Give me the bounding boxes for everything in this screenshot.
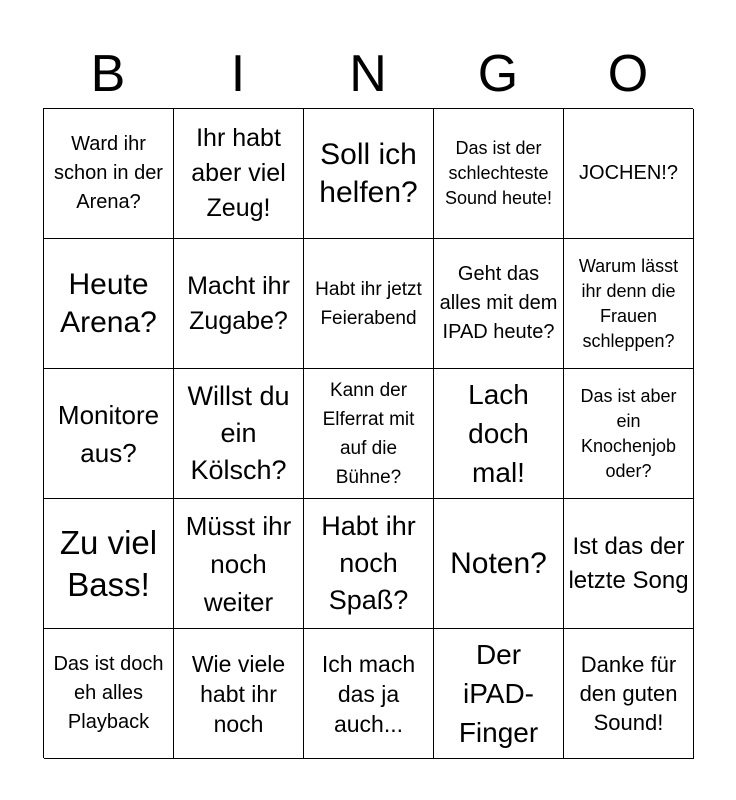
bingo-cell-r4-c4[interactable] <box>434 499 564 629</box>
bingo-cell-r2-c5[interactable] <box>564 239 694 369</box>
cell-text: Der iPAD-Finger <box>458 639 539 748</box>
header-letter-b: B <box>90 45 126 103</box>
bingo-cell-r2-c4[interactable] <box>434 239 564 369</box>
bingo-cell-r5-c5[interactable] <box>564 629 694 759</box>
cell-text: Noten? <box>450 546 547 580</box>
bingo-cell-r4-c3[interactable] <box>304 499 434 629</box>
bingo-cell-r2-c2[interactable] <box>174 239 304 369</box>
cell-text: Das ist aber ein Knochenjob oder? <box>580 385 677 481</box>
header-letter-i: I <box>230 45 246 103</box>
cell-text: Geht das alles mit dem IPAD heute? <box>439 263 558 343</box>
cell-text: Ist das der letzte Song <box>568 532 689 594</box>
bingo-header <box>43 42 693 106</box>
cell-text: Müsst ihr noch weiter <box>185 510 292 617</box>
cell-text: Ihr habt aber viel Zeug! <box>191 124 286 222</box>
cell-text: Habt ihr jetzt Feierabend <box>315 278 422 329</box>
bingo-cell-r4-c1[interactable] <box>44 499 174 629</box>
bingo-cell-r3-c1[interactable] <box>44 369 174 499</box>
cell-text: Das ist doch eh alles Playback <box>53 653 164 733</box>
cell-text: Heute Arena? <box>60 267 157 339</box>
bingo-cell-r4-c2[interactable] <box>174 499 304 629</box>
cell-text: Ich mach das ja auch... <box>321 650 416 737</box>
bingo-cell-r1-c1[interactable] <box>44 109 174 239</box>
cell-text: Kann der Elferrat mit auf die Bühne? <box>322 379 415 488</box>
cell-text: Habt ihr noch Spaß? <box>321 511 416 615</box>
cell-text: Warum lässt ihr denn die Frauen schleppen? <box>578 255 679 351</box>
header-letter-g: G <box>477 45 519 103</box>
bingo-cell-r5-c4[interactable] <box>434 629 564 759</box>
bingo-cell-r3-c3[interactable] <box>304 369 434 499</box>
bingo-cell-r1-c3[interactable] <box>304 109 434 239</box>
bingo-cell-r3-c4[interactable] <box>434 369 564 499</box>
bingo-cell-r3-c2[interactable] <box>174 369 304 499</box>
header-letter-n: N <box>349 45 387 103</box>
bingo-cell-r4-c5[interactable] <box>564 499 694 629</box>
bingo-cell-r5-c2[interactable] <box>174 629 304 759</box>
bingo-cell-r2-c3[interactable] <box>304 239 434 369</box>
cell-text: Danke für den guten Sound! <box>579 652 678 735</box>
bingo-cell-r5-c3[interactable] <box>304 629 434 759</box>
cell-text: Lach doch mal! <box>468 379 529 488</box>
bingo-grid <box>43 108 693 758</box>
cell-text: Wie viele habt ihr noch <box>191 650 286 737</box>
bingo-cell-r2-c1[interactable] <box>44 239 174 369</box>
bingo-cell-r1-c4[interactable] <box>434 109 564 239</box>
cell-text: Macht ihr Zugabe? <box>187 271 290 335</box>
cell-text: Ward ihr schon in der Arena? <box>54 133 163 213</box>
bingo-cell-r5-c1[interactable] <box>44 629 174 759</box>
cell-text: Das ist der schlechteste Sound heute! <box>444 138 553 208</box>
cell-text: Willst du ein Kölsch? <box>187 381 290 485</box>
bingo-cell-r1-c5[interactable] <box>564 109 694 239</box>
cell-text: Soll ich helfen? <box>319 137 418 209</box>
cell-text: JOCHEN!? <box>579 162 678 184</box>
cell-text: Monitore aus? <box>57 399 160 468</box>
header-letter-o: O <box>607 45 649 103</box>
cell-text: Zu viel Bass! <box>59 523 158 603</box>
bingo-cell-r1-c2[interactable] <box>174 109 304 239</box>
bingo-cell-r3-c5[interactable] <box>564 369 694 499</box>
